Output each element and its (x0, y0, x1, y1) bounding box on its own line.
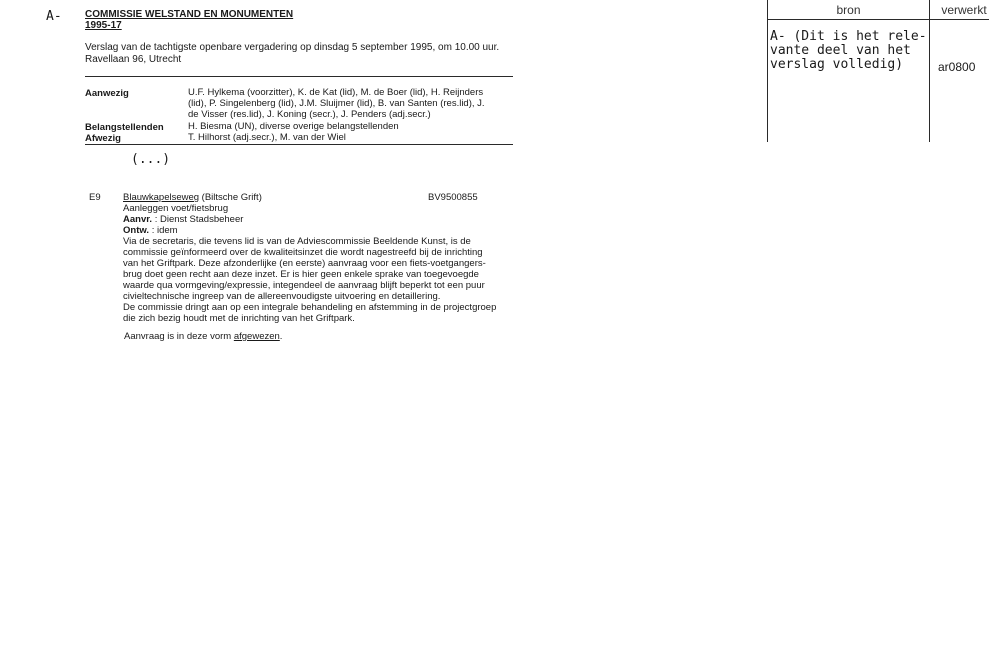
item-subject: Aanleggen voet/fietsbrug (123, 203, 229, 214)
item-designer (123, 225, 178, 236)
item-street: Blauwkapelseweg (123, 192, 200, 203)
processed-column-header: verwerkt (941, 3, 987, 17)
conclusion-suffix: . (279, 331, 283, 342)
item-street-suffix: (Biltsche Grift) (199, 192, 262, 203)
present-label: Aanwezig (85, 88, 129, 99)
body-line: commissie geïnformeerd over de kwaliteitsinzet die wordt nagestreefd bij de inrichting (123, 247, 483, 258)
body-line: De commissie dringt aan op een integrale behandeling en afstemming in de projectgroep (123, 302, 497, 313)
body-line: civieltechnische ingreep van de allereenvoudigste uitvoering en detaillering. (123, 291, 441, 302)
document-title: COMMISSIE WELSTAND EN MONUMENTEN (85, 9, 294, 20)
item-code: E9 (89, 192, 101, 203)
note-line: A- (Dit is het rele- (770, 29, 927, 44)
table-header-rule (767, 19, 989, 20)
body-line: waarde qua vormgeving/expressie, integendeel de aanvraag blijft beperkt tot een puur (123, 280, 485, 291)
divider-bottom (85, 144, 513, 145)
item-body (123, 236, 496, 324)
table-divider (929, 0, 930, 142)
present-line: de Visser (res.lid), J. Koning (secr.), J. Penders (adj.secr.) (188, 109, 431, 120)
designer-label: Ontw. (123, 225, 150, 236)
report-location: Ravellaan 96, Utrecht (85, 54, 182, 65)
item-reference: BV9500855 (428, 192, 478, 203)
source-note (770, 30, 927, 72)
stakeholders-value: H. Biesma (UN), diverse overige belangstellenden (188, 121, 399, 132)
present-list (188, 87, 485, 120)
item-conclusion (124, 331, 282, 342)
present-line: U.F. Hylkema (voorzitter), K. de Kat (lid), M. de Boer (lid), H. Reijnders (188, 87, 484, 98)
body-line: brug doet geen recht aan deze inzet. Er is hier geen enkele sprake van toegevoegde (123, 269, 479, 280)
note-line: verslag volledig) (770, 57, 904, 72)
divider-top (85, 76, 513, 77)
absent-label: Afwezig (85, 133, 121, 144)
omission-marker: (...) (131, 152, 171, 167)
designer-value: : idem (151, 225, 178, 236)
present-line: (lid), P. Singelenberg (lid), J.M. Sluijmer (lid), B. van Santen (res.lid), J. (188, 98, 485, 109)
document-number: 1995-17 (85, 20, 122, 31)
conclusion-prefix: Aanvraag is in deze vorm (124, 331, 234, 342)
applicant-value: : Dienst Stadsbeheer (154, 214, 244, 225)
item-heading (123, 192, 262, 203)
archive-code: ar0800 (938, 60, 976, 74)
absent-value: T. Hilhorst (adj.secr.), M. van der Wiel (188, 132, 346, 143)
applicant-label: Aanvr. (123, 214, 153, 225)
body-line: van het Griftpark. Deze afzonderlijke (en eerste) aanvraag voor een fiets-voetgangers- (123, 258, 486, 269)
note-line: vante deel van het (770, 43, 911, 58)
table-border-left (767, 0, 768, 142)
item-applicant (123, 214, 243, 225)
body-line: die zich bezig houdt met de inrichting van het Griftpark. (123, 313, 355, 324)
section-marker: A- (46, 9, 62, 24)
stakeholders-label: Belangstellenden (85, 122, 164, 133)
body-line: Via de secretaris, die tevens lid is van de Adviescommissie Beeldende Kunst, is de (123, 236, 471, 247)
source-column-header: bron (836, 3, 861, 17)
conclusion-verdict: afgewezen (233, 331, 280, 342)
report-line: Verslag van de tachtigste openbare vergadering op dinsdag 5 september 1995, om 10.00 uur. (85, 42, 500, 53)
